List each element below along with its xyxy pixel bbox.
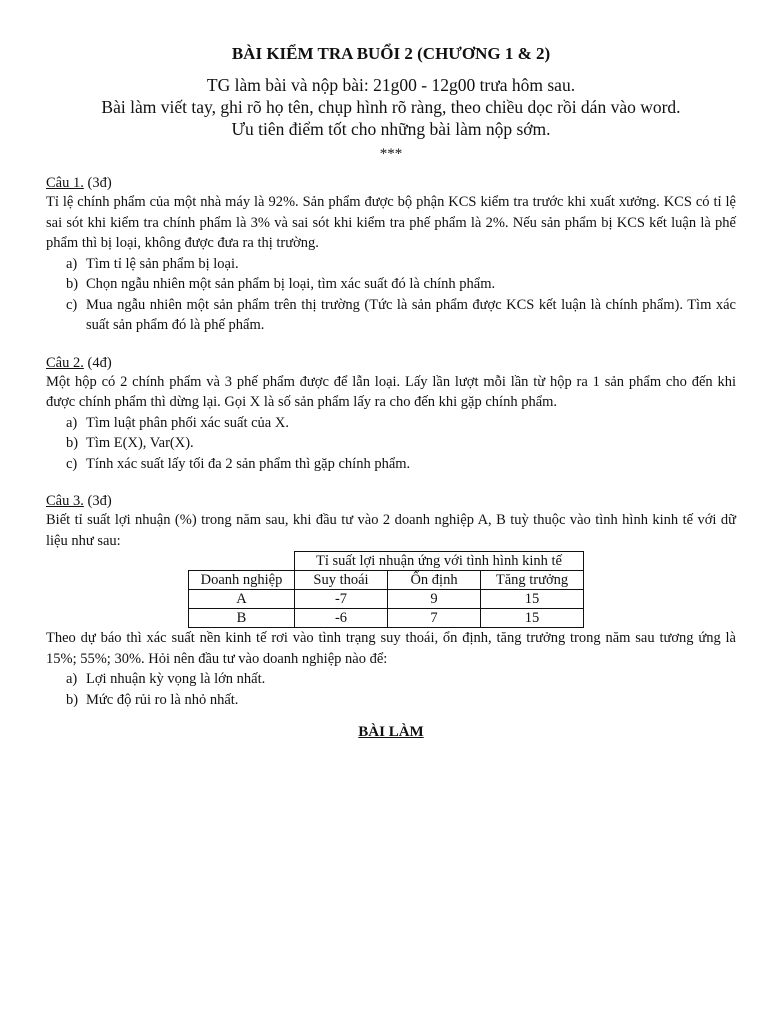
question-1-item-b: b) Chọn ngẫu nhiên một sản phẩm bị loại, tìm xác suất đó là chính phẩm. <box>66 276 496 292</box>
question-1-item-a: a) Tìm tỉ lệ sản phẩm bị loại. <box>66 255 239 272</box>
table-subheader-row <box>189 571 584 590</box>
table-cell: 9 <box>388 590 481 609</box>
question-3-items <box>46 669 736 710</box>
table-col-doanh-nghiep: Doanh nghiệp <box>189 571 295 590</box>
priority-note: Ưu tiên điểm tốt cho những bài làm nộp sớm. <box>231 119 551 139</box>
question-2-item-b: b) Tìm E(X), Var(X). <box>66 435 194 451</box>
submission-instruction: Bài làm viết tay, ghi rõ họ tên, chụp hình rõ ràng, theo chiều dọc rồi dán vào word. <box>101 97 681 117</box>
question-3-heading <box>46 492 736 510</box>
table-corner-cell <box>189 552 295 571</box>
question-1-text: Tỉ lệ chính phẩm của một nhà máy là 92%. Sản phẩm được bộ phận KCS kiểm tra trước khi xuất xưởng. KCS có tỉ lệ sai sót khi kiểm tra chính phẩm là 3% và sai sót khi kiểm tra phế phẩm là 2%. Nếu sản phẩm bị KCS kết luận là phế phẩm thì bị loại, không được đưa ra thị trường. <box>46 194 736 251</box>
table-cell: 15 <box>481 590 584 609</box>
question-2-points: (4đ) <box>87 354 112 371</box>
table-cell: -6 <box>295 609 388 628</box>
question-3 <box>46 492 736 710</box>
question-1 <box>46 174 736 336</box>
question-3-points: (3đ) <box>87 493 112 509</box>
table-cell: A <box>189 590 295 609</box>
profit-table <box>188 551 584 628</box>
question-2-item-a: a) Tìm luật phân phối xác suất của X. <box>66 414 289 431</box>
table-cell: 7 <box>388 609 481 628</box>
table-col-on-dinh: Ổn định <box>388 571 481 590</box>
table-cell: -7 <box>295 590 388 609</box>
question-1-label: Câu 1. <box>46 175 84 191</box>
question-1-items <box>46 254 736 336</box>
question-3-after-text: Theo dự báo thì xác suất nền kinh tế rơi vào tình trạng suy thoái, ổn định, tăng trưởng trong năm sau tương ứng là 15%; 55%; 30%. Hỏi nên đầu tư vào doanh nghiệp nào để: <box>46 630 736 667</box>
separator-stars: *** <box>379 146 403 162</box>
question-3-label: Câu 3. <box>46 493 84 509</box>
table-group-header: Tỉ suất lợi nhuận ứng với tình hình kinh tế <box>295 552 584 571</box>
table-row <box>189 590 584 609</box>
table-cell: 15 <box>481 609 584 628</box>
question-2 <box>46 354 736 475</box>
question-2-text: Một hộp có 2 chính phẩm và 3 phế phẩm được để lẫn loại. Lấy lần lượt mỗi lần từ hộp ra 1 sản phẩm cho đến khi được chính phẩm thì dừng lại. Gọi X là số sản phẩm lấy ra cho đến khi gặp chính phẩm. <box>46 373 736 410</box>
exam-title: BÀI KIỂM TRA BUỔI 2 (CHƯƠNG 1 & 2) <box>231 44 551 63</box>
question-2-item-c: c) Tính xác suất lấy tối đa 2 sản phẩm thì gặp chính phẩm. <box>66 455 411 472</box>
table-row <box>189 609 584 628</box>
question-1-item-c: c) Mua ngẫu nhiên một sản phẩm trên thị trường (Tức là sản phẩm được KCS kết luận là chính phẩm). Tìm xác suất sản phẩm đó là phế phẩm. <box>66 296 736 333</box>
table-col-tang-truong: Tăng trưởng <box>481 571 584 590</box>
time-instruction: TG làm bài và nộp bài: 21g00 - 12g00 trưa hôm sau. <box>206 75 576 95</box>
table-header-row <box>189 552 584 571</box>
answer-heading: BÀI LÀM <box>358 724 424 740</box>
table-col-suy-thoai: Suy thoái <box>295 571 388 590</box>
question-3-text: Biết tỉ suất lợi nhuận (%) trong năm sau, khi đầu tư vào 2 doanh nghiệp A, B tuỳ thuộc vào tình hình kinh tế với dữ liệu như sau: <box>46 512 736 549</box>
question-1-heading <box>46 174 736 192</box>
question-2-heading <box>46 354 736 372</box>
question-1-points: (3đ) <box>87 175 112 191</box>
question-3-item-a: a) Lợi nhuận kỳ vọng là lớn nhất. <box>66 671 266 687</box>
question-3-item-b: b) Mức độ rủi ro là nhỏ nhất. <box>66 691 239 708</box>
table-cell: B <box>189 609 295 628</box>
question-2-items <box>46 413 736 475</box>
exam-page <box>46 44 736 742</box>
question-2-label: Câu 2. <box>46 354 84 371</box>
